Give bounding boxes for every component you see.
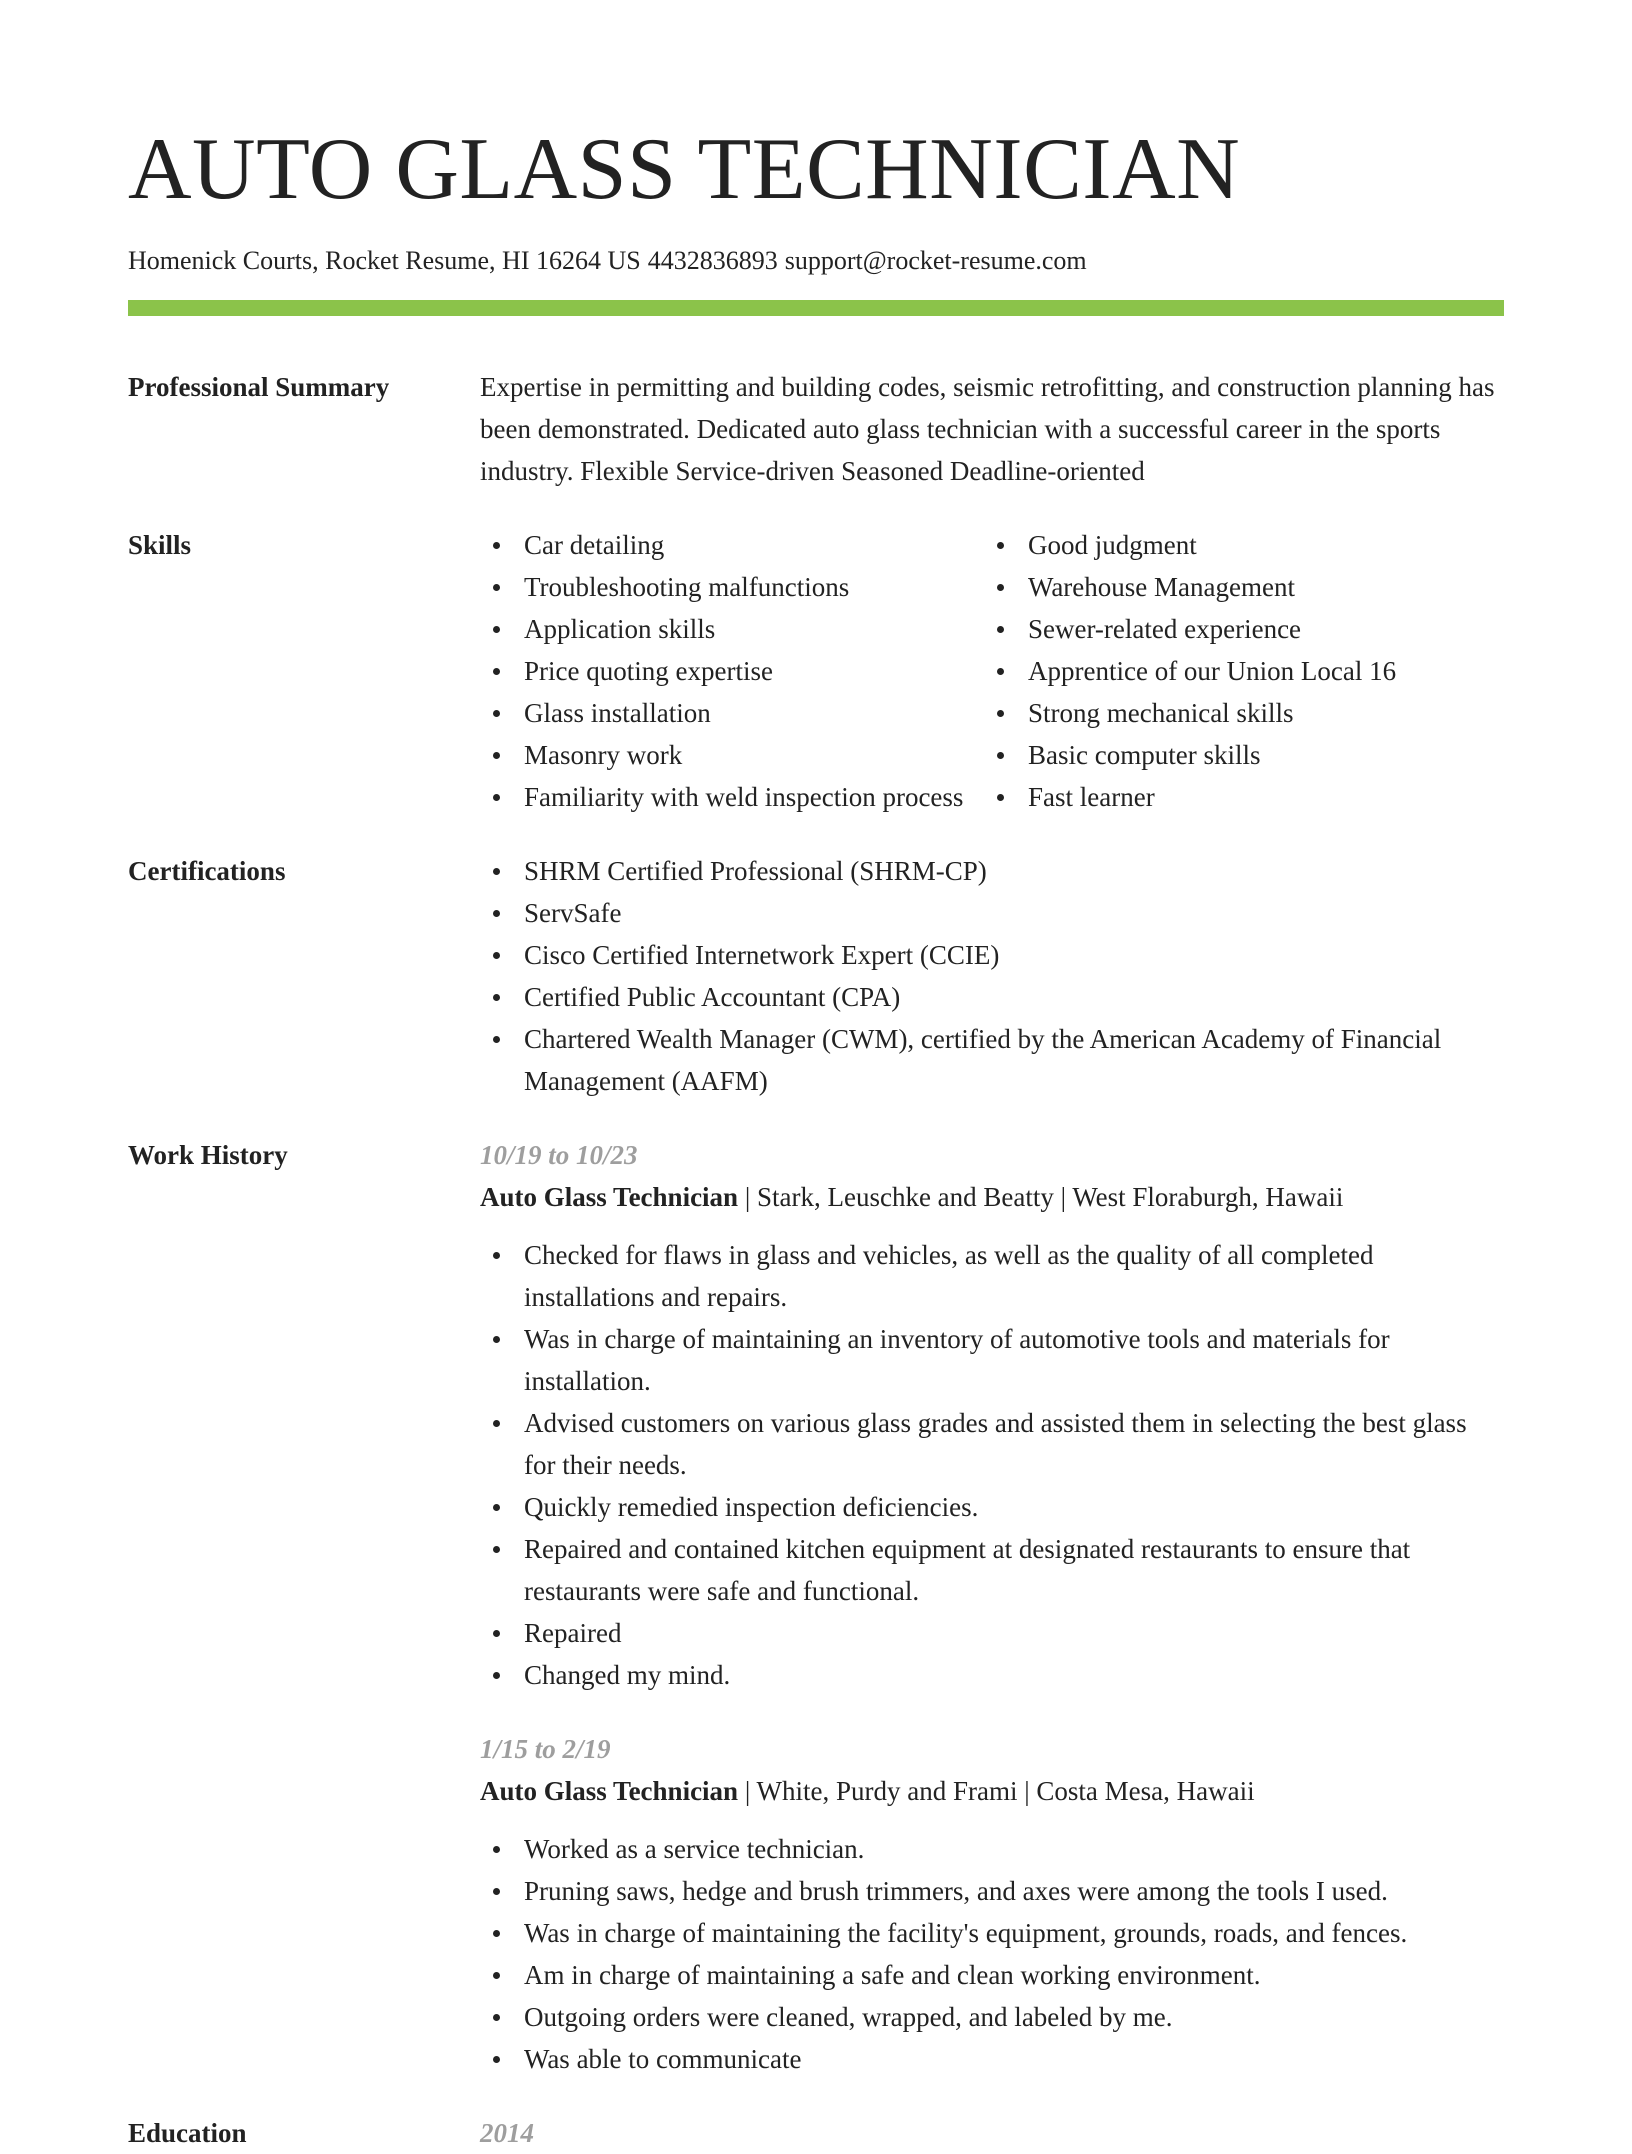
resume-page: [128, 0, 1504, 2154]
job-duty: Quickly remedied inspection deficiencies.: [480, 1486, 1504, 1528]
section-label-education: Education: [128, 2118, 247, 2148]
accent-divider: [128, 300, 1504, 316]
job-dates: 10/19 to 10/23: [480, 1140, 638, 1170]
job-entry: [480, 1728, 1504, 2080]
skills-section: [128, 524, 1504, 818]
resume-title: AUTO GLASS TECHNICIAN: [128, 121, 1241, 218]
work-history-section: [128, 1134, 1504, 2080]
work-history-body: [480, 1134, 1504, 2080]
summary-section: [128, 366, 1504, 492]
contact-address: Homenick Courts, Rocket Resume, HI 16264 US: [128, 246, 641, 275]
education-body: [480, 2112, 1504, 2154]
contact-phone: 4432836893: [647, 246, 778, 275]
job-duties-list: [480, 1828, 1504, 2080]
skills-grid: [480, 524, 1504, 818]
skill-item: Strong mechanical skills: [984, 692, 1504, 734]
skill-item: Car detailing: [480, 524, 984, 566]
job-duty: Was in charge of maintaining an inventory of automotive tools and materials for installation.: [480, 1318, 1504, 1402]
job-duty: Repaired and contained kitchen equipment at designated restaurants to ensure that restaurants were safe and functional.: [480, 1528, 1504, 1612]
skills-column-right: [984, 524, 1504, 818]
certification-item: ServSafe: [480, 892, 1504, 934]
skills-column-left: [480, 524, 984, 818]
skill-item: Troubleshooting malfunctions: [480, 566, 984, 608]
job-title: Auto Glass Technician: [480, 1776, 739, 1806]
certification-item: Chartered Wealth Manager (CWM), certified by the American Academy of Financial Management (AAFM): [480, 1018, 1504, 1102]
skill-item: Price quoting expertise: [480, 650, 984, 692]
certification-item: Certified Public Accountant (CPA): [480, 976, 1504, 1018]
job-heading: Auto Glass Technician | White, Purdy and Frami | Costa Mesa, Hawaii: [480, 1776, 1255, 1806]
job-duty: Repaired: [480, 1612, 1504, 1654]
skill-item: Sewer-related experience: [984, 608, 1504, 650]
job-entry: [480, 1134, 1504, 1696]
skill-item: Basic computer skills: [984, 734, 1504, 776]
job-duty: Advised customers on various glass grades and assisted them in selecting the best glass for their needs.: [480, 1402, 1504, 1486]
job-company: White, Purdy and Frami: [756, 1776, 1018, 1806]
skill-item: Application skills: [480, 608, 984, 650]
job-duty: Outgoing orders were cleaned, wrapped, and labeled by me.: [480, 1996, 1504, 2038]
skill-item: Warehouse Management: [984, 566, 1504, 608]
education-section: [128, 2112, 1504, 2154]
contact-email: support@rocket-resume.com: [784, 246, 1087, 275]
job-duty: Was able to communicate: [480, 2038, 1504, 2080]
skill-item: Apprentice of our Union Local 16: [984, 650, 1504, 692]
section-label-skills: Skills: [128, 530, 192, 560]
contact-line: [128, 244, 1504, 278]
section-label-certifications: Certifications: [128, 856, 286, 886]
job-duty: Checked for flaws in glass and vehicles, as well as the quality of all completed installations and repairs.: [480, 1234, 1504, 1318]
job-duty: Am in charge of maintaining a safe and clean working environment.: [480, 1954, 1504, 1996]
job-heading: Auto Glass Technician | Stark, Leuschke and Beatty | West Floraburgh, Hawaii: [480, 1182, 1344, 1212]
job-duty: Worked as a service technician.: [480, 1828, 1504, 1870]
summary-text: Expertise in permitting and building codes, seismic retrofitting, and construction planning has been demonstrated. Dedicated auto glass technician with a successful career in the sports industry. Flexible Service-driven Seasoned Deadline-oriented: [480, 372, 1495, 486]
job-company: Stark, Leuschke and Beatty: [756, 1182, 1054, 1212]
skills-body: [480, 524, 1504, 818]
skill-item: Familiarity with weld inspection process: [480, 776, 984, 818]
certification-item: SHRM Certified Professional (SHRM-CP): [480, 850, 1504, 892]
section-label-summary: Professional Summary: [128, 372, 390, 402]
job-location: Costa Mesa, Hawaii: [1036, 1776, 1255, 1806]
skill-item: Masonry work: [480, 734, 984, 776]
job-location: West Floraburgh, Hawaii: [1072, 1182, 1344, 1212]
job-duty: Changed my mind.: [480, 1654, 1504, 1696]
certifications-list: [480, 850, 1504, 1102]
education-date: 2014: [480, 2118, 534, 2148]
job-dates: 1/15 to 2/19: [480, 1734, 611, 1764]
certification-item: Cisco Certified Internetwork Expert (CCIE): [480, 934, 1504, 976]
job-duties-list: [480, 1234, 1504, 1696]
section-label-work-history: Work History: [128, 1140, 288, 1170]
job-duty: Pruning saws, hedge and brush trimmers, and axes were among the tools I used.: [480, 1870, 1504, 1912]
skill-item: Fast learner: [984, 776, 1504, 818]
certifications-body: [480, 850, 1504, 1102]
job-title: Auto Glass Technician: [480, 1182, 739, 1212]
skill-item: Glass installation: [480, 692, 984, 734]
job-duty: Was in charge of maintaining the facility's equipment, grounds, roads, and fences.: [480, 1912, 1504, 1954]
skill-item: Good judgment: [984, 524, 1504, 566]
certifications-section: [128, 850, 1504, 1102]
